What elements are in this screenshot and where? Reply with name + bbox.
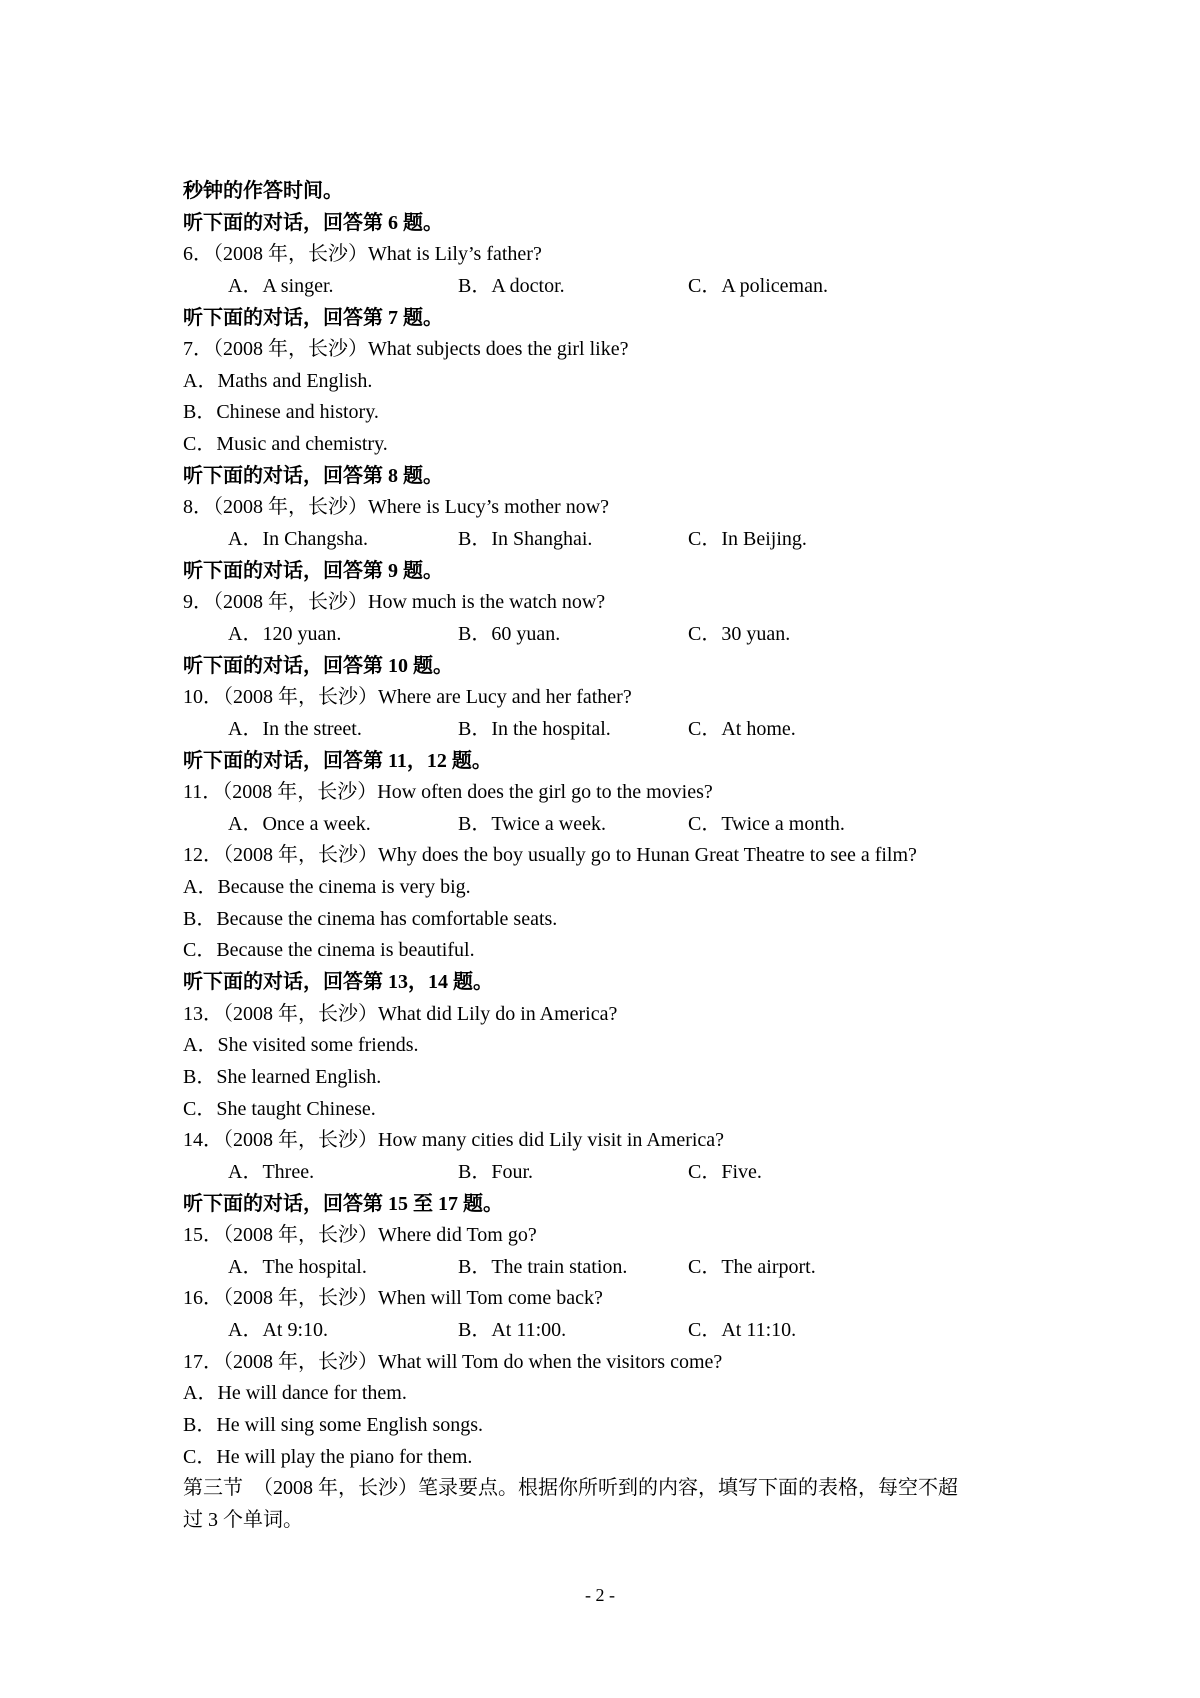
text-line: 10．（2008 年，长沙）Where are Lucy and her father? — [183, 686, 632, 709]
section-instruction: 听下面的对话，回答第 6 题。 — [183, 211, 443, 234]
section-instruction: 听下面的对话，回答第 8 题。 — [183, 464, 443, 487]
section-instruction: 听下面的对话，回答第 7 题。 — [183, 306, 443, 329]
option-b: B．In Shanghai. — [458, 528, 593, 551]
text-line: 16．（2008 年，长沙）When will Tom come back? — [183, 1287, 603, 1310]
option-b: B．A doctor. — [458, 274, 565, 297]
answer-options-row — [183, 271, 1083, 303]
section-instruction: 秒钟的作答时间。 — [183, 180, 343, 202]
answer-options-row — [183, 524, 1083, 556]
text-line: 8．（2008 年，长沙）Where is Lucy’s mother now? — [183, 496, 610, 519]
option-c: C．Twice a month. — [688, 812, 845, 835]
text-line: A．He will dance for them. — [183, 1382, 407, 1405]
text-line: 9．（2008 年，长沙）How much is the watch now? — [183, 591, 606, 614]
option-a: A．At 9:10. — [228, 1319, 328, 1342]
text-line: 14．（2008 年，长沙）How many cities did Lily visit in America? — [183, 1129, 725, 1152]
text-line: B．She learned English. — [183, 1065, 382, 1088]
exam-content — [183, 176, 1083, 1537]
option-c: C．The airport. — [688, 1255, 816, 1278]
text-line: B．He will sing some English songs. — [183, 1413, 484, 1436]
text-line: B．Because the cinema has comfortable seats. — [183, 907, 558, 930]
answer-options-row — [183, 1315, 1083, 1347]
option-c: C．30 yuan. — [688, 622, 791, 645]
option-b: B．Twice a week. — [458, 812, 606, 835]
option-c: C．A policeman. — [688, 274, 828, 297]
option-a: A．The hospital. — [228, 1255, 367, 1278]
text-line: 6．（2008 年，长沙）What is Lily’s father? — [183, 243, 542, 266]
option-a: A．In the street. — [228, 717, 362, 740]
text-line: 15．（2008 年，长沙）Where did Tom go? — [183, 1224, 537, 1247]
text-line: C．He will play the piano for them. — [183, 1445, 473, 1468]
option-b: B．The train station. — [458, 1255, 628, 1278]
section-instruction: 听下面的对话，回答第 9 题。 — [183, 559, 443, 582]
text-line: 7．（2008 年，长沙）What subjects does the girl like? — [183, 338, 629, 361]
option-a: A．Once a week. — [228, 812, 371, 835]
option-c: C．In Beijing. — [688, 528, 807, 551]
option-b: B．In the hospital. — [458, 717, 611, 740]
option-c: C．Five. — [688, 1160, 762, 1183]
option-c: C．At 11:10. — [688, 1319, 797, 1342]
answer-options-row — [183, 1157, 1083, 1189]
option-b: B．At 11:00. — [458, 1319, 567, 1342]
answer-options-row — [183, 809, 1083, 841]
option-c: C．At home. — [688, 717, 796, 740]
text-line: A．She visited some friends. — [183, 1034, 419, 1057]
answer-options-row — [183, 619, 1083, 651]
text-line: B．Chinese and history. — [183, 401, 379, 424]
text-line: C．Because the cinema is beautiful. — [183, 939, 475, 962]
option-a: A．In Changsha. — [228, 528, 368, 551]
text-line: 12．（2008 年，长沙）Why does the boy usually go to Hunan Great Theatre to see a film? — [183, 844, 917, 867]
text-line: A．Because the cinema is very big. — [183, 876, 471, 899]
option-b: B．60 yuan. — [458, 622, 561, 645]
text-line: 17．（2008 年，长沙）What will Tom do when the visitors come? — [183, 1350, 723, 1373]
section-instruction: 听下面的对话，回答第 15 至 17 题。 — [183, 1192, 503, 1215]
option-b: B．Four. — [458, 1160, 534, 1183]
answer-options-row — [183, 1252, 1083, 1284]
text-line: 第三节 （2008 年，长沙）笔录要点。根据你所听到的内容，填写下面的表格，每空不超 — [183, 1477, 958, 1500]
text-line: 11．（2008 年，长沙）How often does the girl go to the movies? — [183, 781, 713, 804]
option-a: A．Three. — [228, 1160, 315, 1183]
text-line: C．Music and chemistry. — [183, 433, 388, 456]
text-line: A．Maths and English. — [183, 369, 373, 392]
option-a: A．120 yuan. — [228, 622, 342, 645]
page-number: - 2 - — [585, 1585, 615, 1605]
text-line: 过 3 个单词。 — [183, 1508, 303, 1531]
answer-options-row — [183, 714, 1083, 746]
option-a: A．A singer. — [228, 274, 334, 297]
text-line: 13．（2008 年，长沙）What did Lily do in America? — [183, 1002, 618, 1025]
section-instruction: 听下面的对话，回答第 10 题。 — [183, 654, 453, 677]
section-instruction: 听下面的对话，回答第 11，12 题。 — [183, 749, 492, 772]
text-line: C．She taught Chinese. — [183, 1097, 376, 1120]
section-instruction: 听下面的对话，回答第 13，14 题。 — [183, 971, 493, 994]
